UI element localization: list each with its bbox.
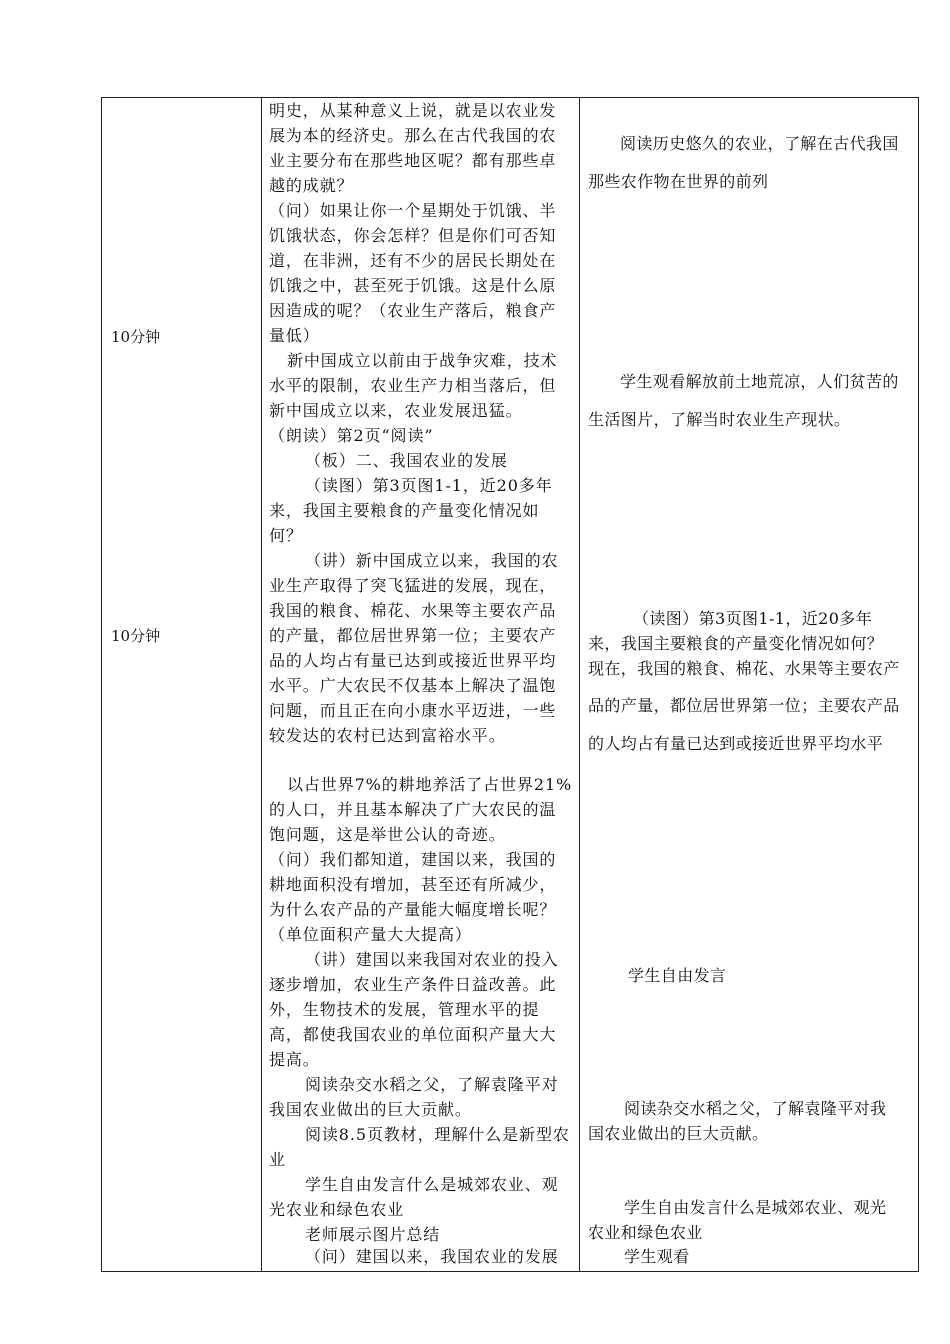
- teacher-line: （朗读）第2页“阅读”: [269, 426, 434, 445]
- teacher-line: 越的成就？: [269, 176, 354, 195]
- teacher-line: 的产量，都位居世界第一位；主要农产: [269, 626, 557, 645]
- teacher-line: 业主要分布在那些地区呢？都有那些卓: [269, 151, 557, 170]
- teacher-line: 饥饿状态，你会怎样？但是你们可否知: [269, 226, 557, 245]
- teacher-line: 阅读杂交水稻之父，了解袁隆平对: [305, 1075, 559, 1094]
- teacher-line: 新中国成立以前由于战争灾难，技术: [287, 351, 558, 370]
- student-line: 阅读杂交水稻之父，了解袁隆平对我: [624, 1099, 887, 1118]
- teacher-line: 水平的限制，农业生产力相当落后，但: [269, 376, 557, 395]
- student-line: 现在，我国的粮食、棉花、水果等主要农产: [588, 659, 900, 678]
- teacher-line: 新中国成立以来，农业发展迅猛。: [269, 401, 523, 420]
- teacher-line: 较发达的农村已达到富裕水平。: [269, 726, 506, 745]
- student-line: 阅读历史悠久的农业，了解在古代我国: [620, 134, 899, 153]
- student-line: 学生观看: [624, 1247, 690, 1266]
- teacher-line: 品的人均占有量已达到或接近世界平均: [269, 651, 557, 670]
- teacher-line: 问题，而且正在向小康水平迈进，一些: [269, 701, 557, 720]
- teacher-line: 明史，从某种意义上说，就是以农业发: [269, 101, 557, 120]
- teacher-line: （单位面积产量大大提高）: [269, 925, 472, 944]
- teacher-line: 学生自由发言什么是城郊农业、观: [305, 1175, 559, 1194]
- teacher-line: 为什么农产品的产量能大幅度增长呢？: [269, 900, 557, 919]
- teacher-line: 高，都使我国农业的单位面积产量大大: [269, 1025, 557, 1044]
- teacher-line: （讲）建国以来我国对农业的投入: [305, 950, 559, 969]
- teacher-line: 水平。广大农民不仅基本上解决了温饱: [269, 676, 557, 695]
- student-line: 来，我国主要粮食的产量变化情况如何？: [588, 634, 884, 653]
- teacher-line: 光农业和绿色农业: [269, 1200, 405, 1219]
- teacher-line: （读图）第3页图1-1，近20多年: [305, 476, 553, 495]
- teacher-line: 业生产取得了突飞猛进的发展，现在，: [269, 576, 557, 595]
- teacher-line: 量低）: [269, 326, 320, 345]
- teacher-line: 提高。: [269, 1050, 320, 1069]
- teacher-line: 饥饿之中，甚至死于饥饿。这是什么原: [269, 276, 557, 295]
- time-cell-2: 10分钟: [111, 627, 161, 645]
- teacher-line: （问）我们都知道，建国以来，我国的: [269, 850, 557, 869]
- student-line: 学生自由发言什么是城郊农业、观光: [624, 1198, 887, 1217]
- student-line: 的人均占有量已达到或接近世界平均水平: [588, 734, 884, 753]
- teacher-line: 展为本的经济史。那么在古代我国的农: [269, 126, 557, 145]
- teacher-line: （讲）新中国成立以来，我国的农: [305, 551, 559, 570]
- teacher-line: 耕地面积没有增加，甚至还有所减少，: [269, 875, 557, 894]
- teacher-line: 老师展示图片总结: [305, 1225, 441, 1244]
- teacher-line: （问）如果让你一个星期处于饥饿、半: [269, 201, 557, 220]
- teacher-line: 道，在非洲，还有不少的居民长期处在: [269, 251, 557, 270]
- teacher-line: 何？: [269, 526, 303, 545]
- student-line: 学生自由发言: [628, 966, 727, 985]
- teacher-line: （板）二、我国农业的发展: [305, 451, 508, 470]
- teacher-line: 以占世界7%的耕地养活了占世界21%: [287, 775, 573, 794]
- student-line: （读图）第3页图1-1，近20多年: [633, 609, 873, 628]
- teacher-line: 我国的粮食、棉花、水果等主要农产品: [269, 601, 557, 620]
- teacher-line: 因造成的呢？（农业生产落后，粮食产: [269, 301, 557, 320]
- teacher-line: 我国农业做出的巨大贡献。: [269, 1100, 472, 1119]
- teacher-line: 的人口，并且基本解决了广大农民的温: [269, 800, 557, 819]
- time-cell-1: 10分钟: [111, 328, 161, 346]
- teacher-line: 外，生物技术的发展，管理水平的提: [269, 1000, 540, 1019]
- column-divider-2: [579, 98, 580, 1271]
- teacher-line: 来，我国主要粮食的产量变化情况如: [269, 501, 540, 520]
- student-line: 农业和绿色农业: [588, 1223, 703, 1242]
- student-line: 学生观看解放前土地荒凉，人们贫苦的: [620, 372, 899, 391]
- student-line: 那些农作物在世界的前列: [588, 172, 769, 191]
- teacher-line: 逐步增加，农业生产条件日益改善。此: [269, 975, 557, 994]
- column-divider-1: [261, 98, 262, 1271]
- lesson-plan-table: [101, 97, 919, 1272]
- teacher-line: 饱问题，这是举世公认的奇迹。: [269, 825, 506, 844]
- teacher-line: （问）建国以来，我国农业的发展: [305, 1247, 559, 1266]
- student-line: 国农业做出的巨大贡献。: [588, 1124, 769, 1143]
- teacher-line: 业: [269, 1150, 286, 1169]
- teacher-line: 阅读8.5页教材，理解什么是新型农: [305, 1125, 570, 1144]
- student-line: 品的产量，都位居世界第一位；主要农产品: [588, 696, 900, 715]
- student-line: 生活图片，了解当时农业生产现状。: [588, 410, 851, 429]
